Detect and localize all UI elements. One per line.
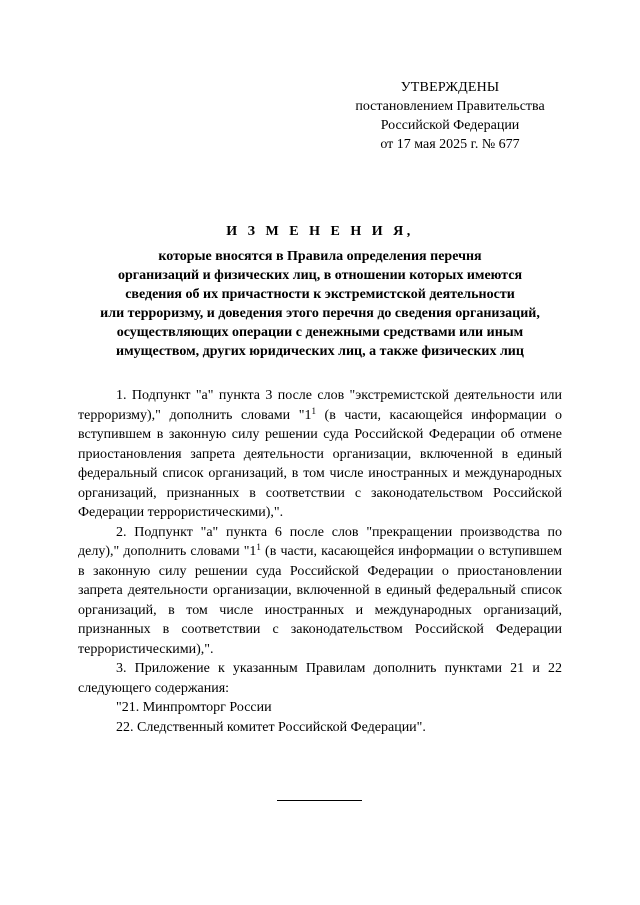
approval-line-date-number: от 17 мая 2025 г. № 677 [380, 137, 520, 152]
paragraph-item-22: 22. Следственный комитет Российской Федерации". [116, 719, 426, 735]
approval-stamp [320, 78, 580, 154]
subtitle-line: имуществом, других юридических лиц, а также физических лиц [116, 344, 524, 359]
subtitle-line: осуществляющих операции с денежными средствами или иным [116, 325, 524, 340]
paragraph-1-text-start: 1. Подпункт "а" пункта 3 после слов "экстремистской деятельности или терроризму)," дополнить словами "1 [78, 388, 562, 423]
paragraph-2 [78, 523, 562, 660]
document-body [78, 386, 562, 737]
subtitle-line: которые вносятся в Правила определения перечня [158, 249, 482, 264]
paragraph-item-21: "21. Минпромторг России [116, 700, 272, 715]
paragraph-2-superscript: 1 [256, 542, 261, 552]
paragraph-2-text-start: 2. Подпункт "а" пункта 6 после слов "прекращении производства по делу)," дополнить словами "1 [78, 524, 562, 559]
document-title: И З М Е Н Е Н И Я, [226, 224, 414, 239]
approval-line-country: Российской Федерации [380, 118, 520, 133]
approval-line-decree: постановлением Правительства [355, 99, 545, 114]
paragraph-3: 3. Приложение к указанным Правилам дополнить пунктами 21 и 22 следующего содержания: [78, 661, 562, 696]
subtitle-line: сведения об их причастности к экстремистской деятельности [125, 287, 515, 302]
end-of-document-rule [277, 800, 362, 801]
subtitle-line: организаций и физических лиц, в отношении которых имеются [117, 268, 523, 283]
document-title-block [60, 222, 580, 361]
paragraph-1-text-end: (в части, касающейся информации о вступившем в законную силу решении суда Российской Федерации об отмене приостановления запрета деятельности организации, включенной в единый федеральный список организаций, в том числе иностранных и международных организаций, признанных в соответствии с законодательством Российской Федерации террористическими),". [78, 407, 563, 520]
approved-heading: УТВЕРЖДЕНЫ [400, 80, 500, 95]
paragraph-1 [78, 386, 562, 523]
paragraph-1-superscript: 1 [311, 405, 316, 416]
paragraph-2-text-end: (в части, касающейся информации о вступившем в законную силу решении суда Российской Федерации о приостановлении запрета деятельности организации, включенной в единый федеральный список организаций, в том числе иностранных и международных организаций, признанных в соответствии с законодательством Российской Федерации террористическими),". [78, 544, 562, 657]
subtitle-line: или терроризму, и доведения этого перечня до сведения организаций, [100, 306, 540, 321]
